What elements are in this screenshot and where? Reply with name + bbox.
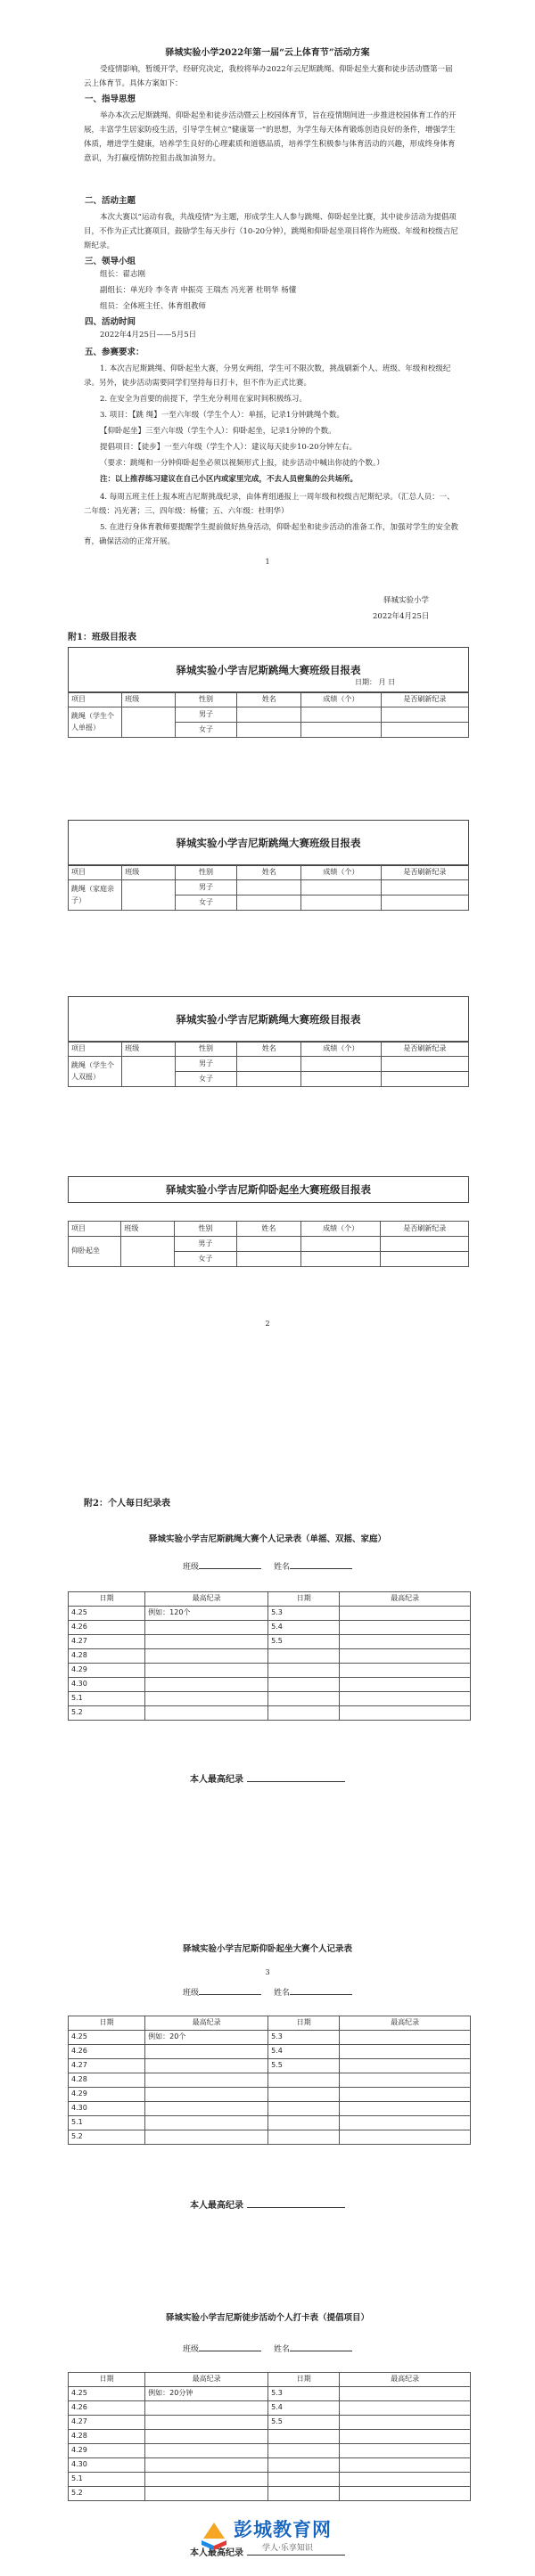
record-cell[interactable]	[340, 1692, 471, 1706]
best-record-label: 本人最高纪录	[190, 2548, 243, 2558]
date-cell: 5.4	[268, 2401, 340, 2416]
header-cell: 性别	[175, 865, 237, 880]
record-cell[interactable]	[145, 2473, 268, 2487]
record-cell[interactable]	[340, 2088, 471, 2102]
record-table-title: 驿城实验小学吉尼斯跳绳大赛个人记录表（单摇、双摇、家庭）	[148, 1534, 386, 1544]
gender-cell: 男子	[175, 707, 237, 723]
members-line: 组员：全体班主任、体育组教师	[100, 302, 207, 311]
record-cell[interactable]	[340, 2073, 471, 2088]
record-cell[interactable]	[145, 1664, 268, 1678]
table-row	[69, 1222, 469, 1237]
date-cell	[268, 1678, 340, 1692]
date-cell: 5.2	[69, 2130, 145, 2145]
record-cell[interactable]	[340, 2059, 471, 2073]
class-blank[interactable]	[199, 1568, 261, 1569]
header-cell: 班级	[121, 1222, 174, 1237]
date-cell	[268, 2088, 340, 2102]
header-cell: 日期	[69, 2016, 145, 2031]
table-row	[69, 2473, 471, 2487]
header-cell: 日期	[268, 2016, 340, 2031]
input-cell[interactable]	[381, 1057, 468, 1072]
page-number-3: 3	[265, 1968, 270, 1976]
record-cell[interactable]	[340, 1649, 471, 1664]
name-label: 姓名	[274, 1563, 291, 1572]
date-cell	[268, 1649, 340, 1664]
date-cell: 4.30	[69, 2458, 145, 2473]
date-cell: 4.30	[69, 2102, 145, 2116]
header-cell: 班级	[122, 692, 175, 707]
header-cell: 班级	[122, 1042, 175, 1057]
header-cell: 最高纪录	[340, 2373, 471, 2387]
name-label: 姓名	[274, 1989, 291, 1998]
record-table	[68, 2372, 471, 2501]
record-cell[interactable]	[340, 1678, 471, 1692]
item-cell: 跳绳（学生个人双摇）	[69, 1057, 122, 1087]
name-blank[interactable]	[290, 1994, 352, 1995]
class-table	[68, 864, 469, 911]
header-cell: 最高纪录	[340, 1592, 471, 1607]
section-1-heading: 一、指导思想	[85, 94, 136, 104]
header-cell: 项目	[69, 1042, 122, 1057]
item-cell: 跳绳（学生个人单摇）	[69, 707, 122, 738]
table-row	[69, 1592, 471, 1607]
record-cell[interactable]	[145, 2102, 268, 2116]
req-3d: （要求：跳绳和一分钟仰卧起坐必须以视频形式上报，徒步活动中喊出你徒的个数。）	[100, 459, 384, 468]
logo-slogan: 学人·乐享知识	[262, 2544, 313, 2553]
table-row	[69, 1678, 471, 1692]
record-cell[interactable]	[340, 2487, 471, 2501]
date-cell	[268, 2473, 340, 2487]
header-cell: 项目	[69, 1222, 121, 1237]
class-cell[interactable]	[122, 707, 175, 738]
record-cell[interactable]	[145, 2045, 268, 2059]
note-line: 注：以上推荐练习建议在自己小区内或家里完成，不去人员密集的公共场所。	[100, 475, 358, 484]
record-cell[interactable]: 例如：20个	[145, 2031, 268, 2045]
table-row	[69, 2102, 471, 2116]
name-label: 姓名	[274, 2345, 291, 2354]
record-cell[interactable]	[340, 2444, 471, 2458]
date-cell: 4.29	[69, 2088, 145, 2102]
header-cell: 最高纪录	[145, 2016, 268, 2031]
table-row	[69, 2458, 471, 2473]
table-row	[69, 1706, 471, 1721]
date-cell	[268, 1664, 340, 1678]
date-cell	[268, 2130, 340, 2145]
table-row	[69, 2088, 471, 2102]
gender-cell: 女子	[175, 895, 237, 911]
record-cell[interactable]	[340, 2130, 471, 2145]
record-cell[interactable]	[340, 2401, 471, 2416]
header-cell: 是否刷新纪录	[381, 865, 468, 880]
input-cell[interactable]	[237, 707, 301, 723]
date-cell: 4.29	[69, 2444, 145, 2458]
date-cell	[268, 2444, 340, 2458]
class-name-line	[0, 1561, 535, 1574]
input-cell[interactable]	[381, 1072, 468, 1087]
header-cell: 是否刷新纪录	[381, 1042, 468, 1057]
table-row	[69, 1607, 471, 1621]
best-record-blank[interactable]	[247, 2207, 345, 2208]
input-cell[interactable]	[301, 1057, 381, 1072]
table-row	[69, 2130, 471, 2145]
gender-cell: 女子	[175, 1072, 237, 1087]
table-row	[69, 1664, 471, 1678]
class-name-line	[0, 2343, 535, 2356]
date-cell: 5.2	[69, 1706, 145, 1721]
input-cell[interactable]	[381, 707, 468, 723]
input-cell[interactable]	[381, 723, 468, 738]
date-cell	[268, 2116, 340, 2130]
header-cell: 最高纪录	[145, 2373, 268, 2387]
record-cell[interactable]	[340, 1621, 471, 1635]
record-cell[interactable]	[340, 2045, 471, 2059]
date-cell: 5.3	[268, 2387, 340, 2401]
header-cell: 日期	[69, 2373, 145, 2387]
input-cell[interactable]	[237, 1072, 301, 1087]
header-cell: 姓名	[237, 692, 301, 707]
sign-date: 2022年4月25日	[373, 612, 430, 621]
date-cell	[268, 2430, 340, 2444]
header-cell: 姓名	[237, 865, 301, 880]
date-cell: 5.3	[268, 2031, 340, 2045]
leader-line: 组长：翟志刚	[100, 270, 146, 279]
table-row	[69, 2059, 471, 2073]
table-row	[69, 2401, 471, 2416]
best-record-label: 本人最高纪录	[190, 1775, 243, 1785]
date-cell: 4.28	[69, 2073, 145, 2088]
table-row	[69, 880, 469, 895]
date-cell: 5.4	[268, 1621, 340, 1635]
record-cell[interactable]	[145, 2487, 268, 2501]
date-cell: 4.28	[69, 1649, 145, 1664]
record-cell[interactable]	[340, 2458, 471, 2473]
logo-book-icon	[198, 2519, 230, 2551]
header-cell: 成绩（个）	[300, 1222, 381, 1237]
record-cell[interactable]	[340, 2387, 471, 2401]
record-cell[interactable]	[340, 2116, 471, 2130]
input-cell[interactable]	[381, 1237, 469, 1252]
class-table	[68, 1041, 469, 1087]
page-number-1: 1	[265, 558, 270, 566]
record-table-title: 驿城实验小学吉尼斯徒步活动个人打卡表（提倡项目）	[165, 2313, 369, 2323]
record-cell[interactable]	[145, 2059, 268, 2073]
record-cell[interactable]	[340, 2473, 471, 2487]
record-cell[interactable]	[145, 1635, 268, 1649]
date-cell: 5.1	[69, 2116, 145, 2130]
input-cell[interactable]	[236, 1252, 300, 1267]
input-cell[interactable]	[300, 1252, 381, 1267]
record-cell[interactable]	[145, 2444, 268, 2458]
input-cell[interactable]	[301, 707, 381, 723]
input-cell[interactable]	[300, 1237, 381, 1252]
best-record-blank[interactable]	[247, 1781, 345, 1782]
input-cell[interactable]	[381, 1252, 469, 1267]
class-label: 班级	[182, 1989, 199, 1998]
class-name-line	[0, 1987, 535, 1999]
date-cell: 4.27	[69, 2059, 145, 2073]
class-blank[interactable]	[199, 1994, 261, 1995]
header-cell: 是否刷新纪录	[381, 1222, 469, 1237]
gender-cell: 男子	[174, 1237, 236, 1252]
table-row	[69, 1042, 469, 1057]
req-4: 4. 每周五班主任上报本班吉尼斯挑战纪录，由体育组通报上一周年级和校级吉尼斯纪录。（汇总人员：一、二年级：冯光著；三、四年级：杨懂；五、六年级：杜明华）	[84, 493, 455, 516]
table-row	[69, 1649, 471, 1664]
attachment-1-heading: 附1：班级目报表	[68, 633, 136, 642]
date-cell: 4.25	[69, 1607, 145, 1621]
header-cell: 日期	[268, 2373, 340, 2387]
record-cell[interactable]	[340, 1635, 471, 1649]
table-row	[69, 865, 469, 880]
table-row	[69, 1237, 469, 1252]
site-logo	[198, 2515, 376, 2565]
input-cell[interactable]	[381, 880, 468, 895]
table-row	[69, 2016, 471, 2031]
header-cell: 日期	[268, 1592, 340, 1607]
date-cell: 4.30	[69, 1678, 145, 1692]
record-cell[interactable]	[145, 2430, 268, 2444]
gender-cell: 女子	[175, 723, 237, 738]
item-cell: 仰卧起坐	[69, 1237, 121, 1267]
header-cell: 最高纪录	[145, 1592, 268, 1607]
date-cell	[268, 2487, 340, 2501]
table-row	[69, 2430, 471, 2444]
input-cell[interactable]	[237, 880, 301, 895]
date-cell: 4.29	[69, 1664, 145, 1678]
logo-name: 彭城教育网	[234, 2519, 332, 2540]
best-record-line	[0, 1773, 535, 1787]
table-row	[69, 1635, 471, 1649]
input-cell[interactable]	[237, 895, 301, 911]
date-cell	[268, 2102, 340, 2116]
best-record-label: 本人最高纪录	[190, 2201, 243, 2211]
date-cell: 4.28	[69, 2430, 145, 2444]
req-1: 1. 本次吉尼斯跳绳、仰卧起坐大赛，分男女两组，学生可不限次数，挑战刷新个人、班级、年级和校级纪录。另外，徒步活动需要同学们坚持每日打卡，但不作为正式比赛。	[84, 364, 451, 388]
class-cell[interactable]	[122, 1057, 175, 1087]
record-cell[interactable]	[145, 2416, 268, 2430]
class-cell[interactable]	[122, 880, 175, 911]
date-cell: 5.5	[268, 2059, 340, 2073]
record-cell[interactable]: 例如：20分钟	[145, 2387, 268, 2401]
header-cell: 性别	[175, 1042, 237, 1057]
input-cell[interactable]	[301, 723, 381, 738]
req-3a: 3. 项目：【跳 绳】一至六年级（学生个人）：单摇，记录1分钟跳绳个数。	[100, 411, 344, 420]
date-cell	[268, 1706, 340, 1721]
record-table	[68, 2016, 471, 2145]
table-row	[69, 2416, 471, 2430]
class-table	[68, 1221, 469, 1267]
table-row	[69, 1692, 471, 1706]
record-cell[interactable]	[145, 1678, 268, 1692]
record-cell[interactable]	[145, 1706, 268, 1721]
header-cell: 是否刷新纪录	[381, 692, 468, 707]
input-cell[interactable]	[237, 723, 301, 738]
item-cell: 跳绳（家庭亲子）	[69, 880, 122, 911]
record-cell[interactable]	[340, 1607, 471, 1621]
date-cell: 5.3	[268, 1607, 340, 1621]
date-cell: 5.4	[268, 2045, 340, 2059]
class-table-title: 驿城实验小学吉尼斯跳绳大赛班级目报表	[68, 996, 469, 1043]
header-cell: 性别	[174, 1222, 236, 1237]
req-3c: 提倡项目：【徒步】一至六年级（学生个人）：建议每天徒步10-20分钟左右。	[100, 443, 358, 452]
date-cell: 4.27	[69, 2416, 145, 2430]
date-cell: 4.25	[69, 2387, 145, 2401]
class-label: 班级	[182, 2345, 199, 2354]
section-2-text: 本次大赛以“运动有我，共战疫情”为主题，形成学生人人参与跳绳、仰卧起坐比赛，其中徒步活动为提倡项目，不作为正式比赛项目，鼓励学生每天步行（10-20分钟），跳绳和仰卧起坐项目将作为班级、年级和校级吉尼斯纪录。	[84, 213, 458, 250]
record-cell[interactable]: 例如：120个	[145, 1607, 268, 1621]
deputy-line: 副组长：单光玲 李冬青 申振亮 王瑞杰 冯光著 杜明华 杨懂	[100, 286, 297, 295]
class-table-title: 驿城实验小学吉尼斯跳绳大赛班级目报表	[68, 820, 469, 866]
record-cell[interactable]	[340, 2416, 471, 2430]
header-cell: 项目	[69, 692, 122, 707]
table-row	[69, 1057, 469, 1072]
table-row	[69, 2387, 471, 2401]
record-cell[interactable]	[145, 2116, 268, 2130]
req-3b: 【仰卧起坐】三至六年级（学生个人）：仰卧起坐，记录1分钟的个数。	[100, 427, 336, 436]
record-cell[interactable]	[145, 1649, 268, 1664]
doc-title: 驿城实验小学2022年第一届“云上体育节”活动方案	[165, 48, 370, 58]
date-cell: 5.2	[69, 2487, 145, 2501]
record-cell[interactable]	[340, 2430, 471, 2444]
record-cell[interactable]	[145, 2088, 268, 2102]
class-table-title: 驿城实验小学吉尼斯跳绳大赛班级目报表	[68, 647, 469, 693]
table-row	[69, 2031, 471, 2045]
record-cell[interactable]	[145, 1692, 268, 1706]
header-cell: 姓名	[237, 1042, 301, 1057]
table-row	[69, 2373, 471, 2387]
date-cell	[268, 2073, 340, 2088]
class-cell[interactable]	[121, 1237, 174, 1267]
section-3-heading: 三、领导小组	[85, 257, 136, 266]
best-record-line	[0, 2199, 535, 2213]
class-table-title: 驿城实验小学吉尼斯仰卧起坐大赛班级目报表	[68, 1176, 469, 1203]
page-number-2: 2	[265, 1320, 270, 1328]
input-cell[interactable]	[236, 1237, 300, 1252]
date-cell: 4.26	[69, 2045, 145, 2059]
class-table-date: 日期： 月 日	[355, 678, 396, 686]
record-cell[interactable]	[340, 1664, 471, 1678]
input-cell[interactable]	[381, 895, 468, 911]
date-cell	[268, 2458, 340, 2473]
input-cell[interactable]	[237, 1057, 301, 1072]
section-2-heading: 二、活动主题	[85, 196, 136, 206]
input-cell[interactable]	[301, 895, 381, 911]
record-cell[interactable]	[145, 1621, 268, 1635]
record-cell[interactable]	[340, 2102, 471, 2116]
record-cell[interactable]	[340, 2031, 471, 2045]
header-cell: 性别	[175, 692, 237, 707]
date-cell: 5.5	[268, 1635, 340, 1649]
header-cell: 项目	[69, 865, 122, 880]
table-row	[69, 2116, 471, 2130]
record-cell[interactable]	[340, 1706, 471, 1721]
table-row	[69, 2045, 471, 2059]
record-table-title: 驿城实验小学吉尼斯仰卧起坐大赛个人记录表	[182, 1944, 352, 1954]
table-row	[69, 707, 469, 723]
date-cell: 4.25	[69, 2031, 145, 2045]
date-cell: 4.26	[69, 2401, 145, 2416]
sign-org: 驿城实验小学	[383, 596, 430, 605]
section-1-text: 举办本次云尼斯跳绳、仰卧起坐和徒步活动暨云上校园体育节，旨在疫情期间进一步推进校园体育工作的开展，丰富学生居家防疫生活，引导学生树立“健康第一”的思想，为学生每天体育锻炼创造良好的条件，增强学生体质，增进学生健康，培养学生良好的心理素质和道德品质，培养学生积极参与体育活动的兴趣，形成终身体育意识，为打赢疫情防控狙击战加油努力。	[84, 111, 457, 163]
record-table	[68, 1591, 471, 1721]
table-row	[69, 1621, 471, 1635]
intro-text: 受疫情影响，暂缓开学，经研究决定，我校将举办2022年云尼斯跳绳、仰卧起坐大赛和徒步活动暨第一届云上体育节。具体方案如下：	[84, 65, 453, 88]
req-5: 5. 在进行身体育教师要提醒学生提前做好热身活动，仰卧起坐和徒步活动的准备工作，加强对学生的安全教育，确保活动的正常开展。	[84, 523, 458, 546]
header-cell: 成绩（个）	[301, 1042, 381, 1057]
date-cell	[268, 1692, 340, 1706]
gender-cell: 女子	[174, 1252, 236, 1267]
table-row	[69, 2487, 471, 2501]
gender-cell: 男子	[175, 1057, 237, 1072]
section-5-heading: 五、参赛要求：	[85, 348, 144, 357]
gender-cell: 男子	[175, 880, 237, 895]
header-cell: 最高纪录	[340, 2016, 471, 2031]
record-cell[interactable]	[145, 2401, 268, 2416]
req-2: 2. 在安全为首要的前提下，学生充分利用在家时间积极练习。	[100, 395, 307, 404]
date-cell: 4.27	[69, 1635, 145, 1649]
date-cell: 4.26	[69, 1621, 145, 1635]
date-cell: 5.1	[69, 1692, 145, 1706]
header-cell: 姓名	[236, 1222, 300, 1237]
time-line: 2022年4月25日——5月5日	[100, 331, 197, 339]
input-cell[interactable]	[301, 1072, 381, 1087]
header-cell: 日期	[69, 1592, 145, 1607]
header-cell: 成绩（个）	[301, 692, 381, 707]
table-row	[69, 2073, 471, 2088]
header-cell: 班级	[122, 865, 175, 880]
class-table	[68, 691, 469, 738]
class-label: 班级	[182, 1563, 199, 1572]
name-blank[interactable]	[290, 1568, 352, 1569]
date-cell: 5.5	[268, 2416, 340, 2430]
record-cell[interactable]	[145, 2458, 268, 2473]
table-row	[69, 692, 469, 707]
header-cell: 成绩（个）	[301, 865, 381, 880]
record-cell[interactable]	[145, 2130, 268, 2145]
record-cell[interactable]	[145, 2073, 268, 2088]
section-4-heading: 四、活动时间	[85, 317, 136, 327]
input-cell[interactable]	[301, 880, 381, 895]
attachment-2-heading: 附2：个人每日纪录表	[84, 1499, 170, 1509]
table-row	[69, 2444, 471, 2458]
date-cell: 5.1	[69, 2473, 145, 2487]
